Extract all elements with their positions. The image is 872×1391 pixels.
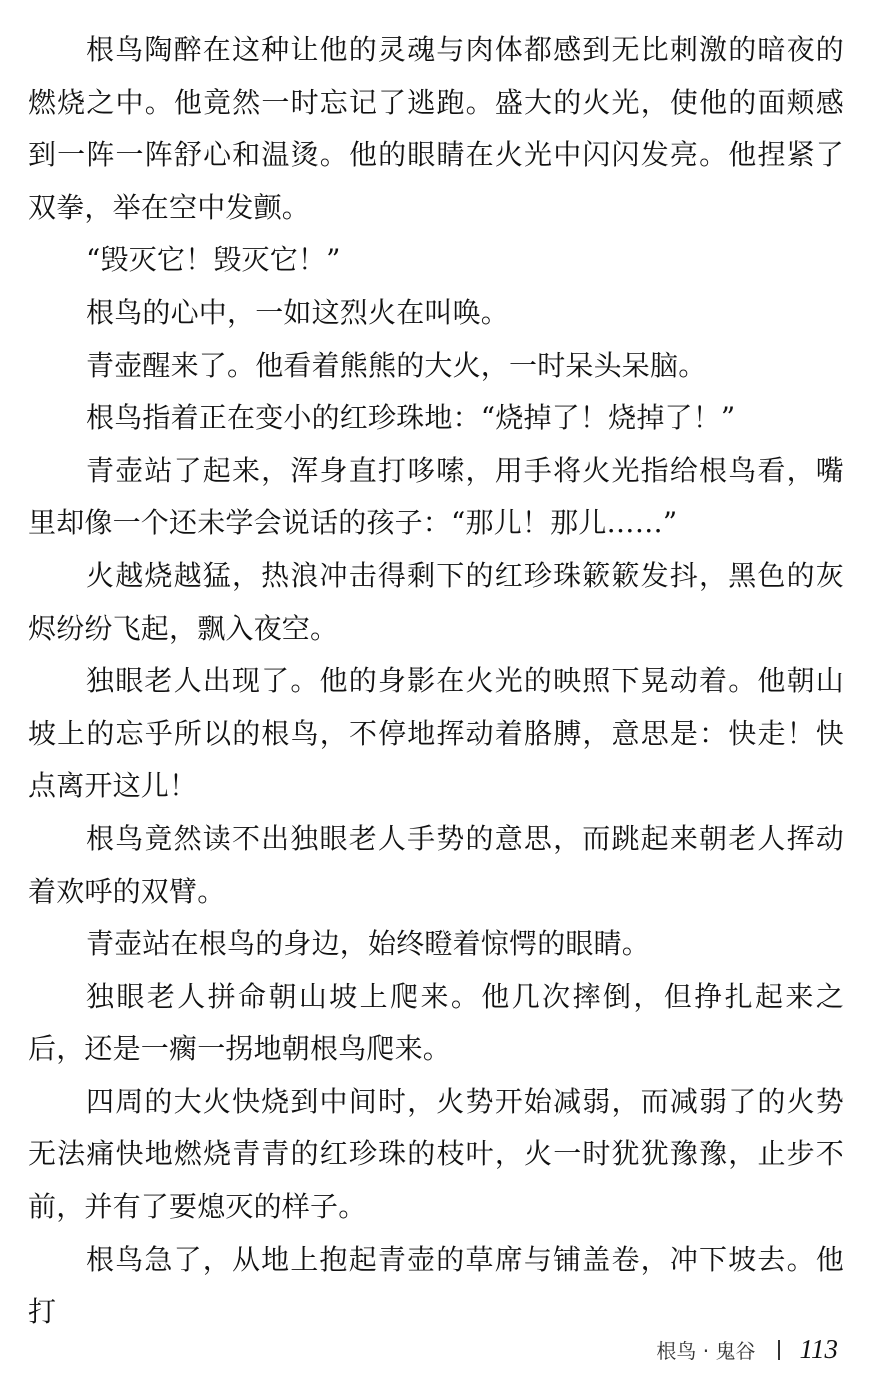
paragraph: 根鸟急了，从地上抱起青壶的草席与铺盖卷，冲下坡去。他打: [28, 1242, 844, 1329]
page-footer: [656, 1334, 838, 1365]
paragraph: 根鸟竟然读不出独眼老人手势的意思，而跳起来朝老人挥动着欢呼的双臂。: [28, 821, 844, 908]
paragraph: “毁灭它！毁灭它！”: [86, 243, 341, 277]
paragraph: 青壶站在根鸟的身边，始终瞪着惊愕的眼睛。: [86, 927, 651, 961]
paragraph: 根鸟的心中，一如这烈火在叫唤。: [86, 295, 510, 329]
running-title: 根鸟 · 鬼谷: [656, 1339, 756, 1363]
page-body: [28, 24, 844, 1339]
paragraph: 火越烧越猛，热浪冲击得剩下的红珍珠簌簌发抖，黑色的灰烬纷纷飞起，飘入夜空。: [28, 558, 844, 645]
paragraph: 独眼老人出现了。他的身影在火光的映照下晃动着。他朝山坡上的忘乎所以的根鸟，不停地挥动着胳膊，意思是：快走！快点离开这儿！: [28, 664, 844, 803]
paragraph: 四周的大火快烧到中间时，火势开始减弱，而减弱了的火势无法痛快地燃烧青青的红珍珠的枝叶，火一时犹犹豫豫，止步不前，并有了要熄灭的样子。: [28, 1084, 844, 1224]
paragraph: 独眼老人拼命朝山坡上爬来。他几次摔倒，但挣扎起来之后，还是一瘸一拐地朝根鸟爬来。: [28, 979, 844, 1066]
page-number: 113: [799, 1334, 838, 1364]
paragraph: 根鸟陶醉在这种让他的灵魂与肉体都感到无比刺激的暗夜的燃烧之中。他竟然一时忘记了逃跑。盛大的火光，使他的面颊感到一阵一阵舒心和温烫。他的眼睛在火光中闪闪发亮。他捏紧了双拳，举在空中发颤。: [28, 33, 844, 224]
footer-divider: [778, 1340, 780, 1360]
paragraph: 根鸟指着正在变小的红珍珠地：“烧掉了！烧掉了！”: [86, 401, 736, 435]
paragraph: 青壶醒来了。他看着熊熊的大火，一时呆头呆脑。: [86, 348, 707, 382]
paragraph: 青壶站了起来，浑身直打哆嗦，用手将火光指给根鸟看，嘴里却像一个还未学会说话的孩子：“那儿！那儿……”: [28, 453, 844, 540]
